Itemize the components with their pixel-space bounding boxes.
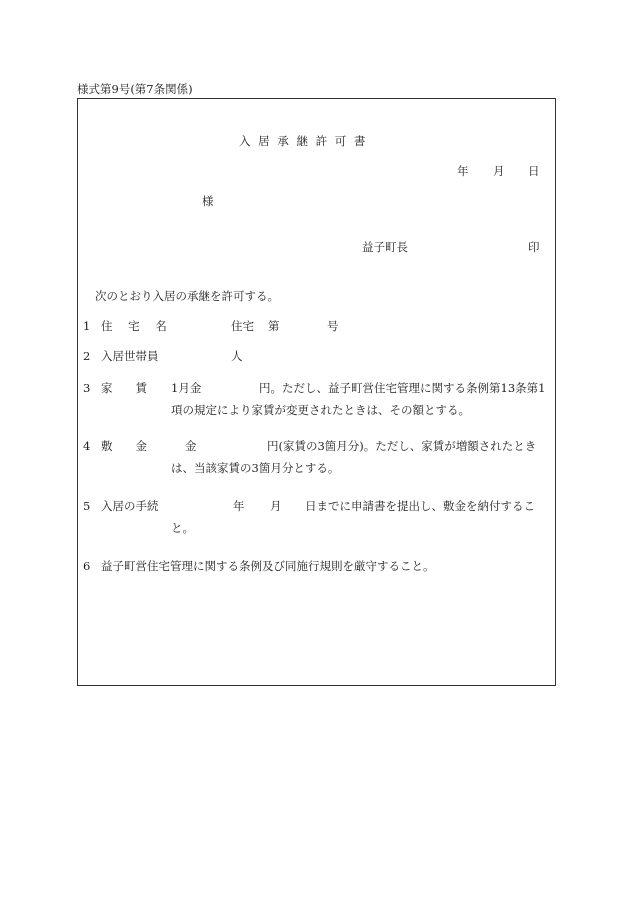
item-1-label: 住 宅 名 [101, 319, 173, 333]
date-day: 日 [528, 164, 540, 178]
issuer-name: 益子町長 [362, 240, 408, 254]
item-5-month: 月 [270, 499, 282, 513]
item-4-text-line1: 円(家賃の3箇月分)。ただし、家賃が増額されたとき [267, 439, 537, 453]
item-4-number: 4 [83, 439, 91, 453]
form-number-label: 様式第9号(第7条関係) [77, 82, 193, 96]
item-6-number: 6 [83, 559, 91, 573]
item-4-text-line2: は、当該家賃の3箇月分とする。 [171, 461, 340, 475]
item-2-number: 2 [83, 349, 91, 363]
item-5-text-line2: と。 [171, 521, 194, 535]
date-month: 月 [493, 164, 505, 178]
item-2-persons: 人 [231, 349, 243, 363]
item-5-label: 入居の手続 [101, 499, 159, 513]
item-2-label: 入居世帯員 [101, 349, 159, 363]
seal-mark: 印 [528, 240, 540, 254]
item-5-number: 5 [83, 499, 91, 513]
item-3-amount-prefix: 1月金 [171, 381, 202, 395]
item-4-amount-prefix: 金 [185, 439, 197, 453]
item-1-go: 号 [327, 319, 339, 333]
item-5-text-line1: 日までに申請書を提出し、敷金を納付するこ [305, 499, 535, 513]
item-5-year: 年 [233, 499, 245, 513]
date-year: 年 [457, 164, 469, 178]
item-4-label: 敷 金 [101, 439, 147, 453]
addressee-suffix: 様 [202, 194, 214, 208]
item-3-text-line1: 円。ただし、益子町営住宅管理に関する条例第13条第1 [259, 381, 546, 395]
document-title: 入 居 承 継 許 可 書 [239, 134, 368, 148]
item-3-label: 家 賃 [101, 381, 147, 395]
item-3-text-line2: 項の規定により家賃が変更されたときは、その額とする。 [171, 403, 470, 417]
item-1-number: 1 [83, 319, 91, 333]
intro-text: 次のとおり入居の承継を許可する。 [95, 289, 279, 303]
item-1-dai: 第 [268, 319, 280, 333]
item-1-housing: 住宅 [231, 319, 254, 333]
item-6-text: 益子町営住宅管理に関する条例及び同施行規則を厳守すること。 [101, 559, 435, 573]
item-3-number: 3 [83, 381, 91, 395]
